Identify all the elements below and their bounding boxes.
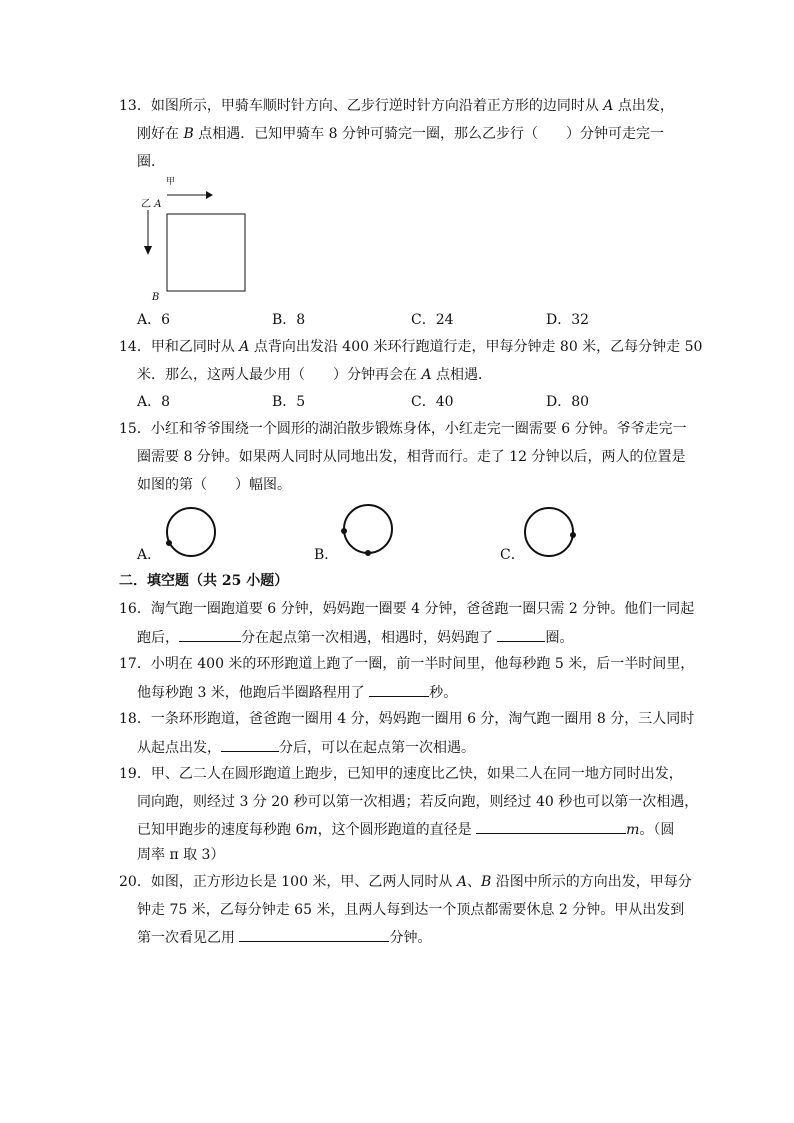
q15-circle-c <box>522 505 582 565</box>
section-title-fill-in: 二．填空题（共 25 小题） <box>119 573 289 589</box>
q20-point-a: A <box>456 874 468 890</box>
q13-text-1a: 13．如图所示，甲骑车顺时针方向、乙步行逆时针方向沿着正方形的边同时从 <box>119 98 604 114</box>
q14-point-a2: A <box>421 367 432 383</box>
q16-line1: 16．淘气跑一圈跑道要 6 分钟，妈妈跑一圈要 4 分钟，爸爸跑一圈只需 2 分钟。他们一同起 <box>119 601 695 617</box>
jia-arrow-head <box>206 191 213 199</box>
q15-option-a[interactable]: A． <box>137 547 162 563</box>
q19-line1: 19．甲、乙二人在圆形跑道上跑步，已知甲的速度比乙快，如果二人在同一地方同时出发， <box>119 766 683 782</box>
q20-point-b: B <box>481 874 492 890</box>
q13-option-b[interactable]: B．8 <box>272 312 306 328</box>
q20-text-1a: 20．如图，正方形边长是 100 米，甲、乙两人同时从 <box>119 874 457 890</box>
q16-line2 <box>137 627 573 648</box>
q20-text-1b: 沿图中所示的方向出发，甲每分 <box>491 874 692 890</box>
q13-option-c[interactable]: C．24 <box>411 312 454 328</box>
q19-line2: 同向跑，则经过 3 分 20 秒可以第一次相遇；若反向跑，则经过 40 秒也可以第一次相遇， <box>137 794 699 810</box>
label-yi: 乙 <box>141 199 151 210</box>
q13-point-a: A <box>603 98 614 114</box>
q18-text-2a: 从起点出发， <box>137 740 221 756</box>
q13-option-a[interactable]: A．6 <box>137 312 171 328</box>
q20-separator: 、 <box>467 874 482 890</box>
q14-option-c[interactable]: C．40 <box>411 394 454 410</box>
q13-line2 <box>137 124 664 144</box>
circle-c-dot <box>570 532 576 538</box>
q18-line1: 18．一条环形跑道，爸爸跑一圈用 4 分，妈妈跑一圈用 6 分，淘气跑一圈用 8 分，三人同时 <box>119 711 695 727</box>
q14-option-d[interactable]: D．80 <box>546 394 590 410</box>
q18-line2 <box>137 737 475 758</box>
q20-line1 <box>119 872 692 892</box>
q14-option-a[interactable]: A．8 <box>137 394 171 410</box>
q18-answer-blank[interactable] <box>221 737 279 752</box>
q15-circle-a <box>162 505 222 565</box>
circle-b-dot-left <box>341 528 347 534</box>
q15-line1: 15．小红和爷爷围绕一个圆形的湖泊散步锻炼身体，小红走完一圈需要 6 分钟。爷爷走完一 <box>119 421 687 437</box>
q17-text-2b: 秒。 <box>429 685 458 701</box>
q15-line3: 如图的第（ ）幅图。 <box>137 477 291 493</box>
circle-a-track <box>167 508 215 556</box>
q16-text-2c: 圈。 <box>545 630 574 646</box>
circle-a-dot <box>166 540 172 546</box>
q15-line2: 圈需要 8 分钟。如果两人同时从同地出发，相背而行。走了 12 分钟以后，两人的位置是 <box>137 449 686 465</box>
q19-text-3c: 。（圆 <box>639 822 675 838</box>
q19-answer-blank[interactable] <box>476 819 626 834</box>
q19-text-3a: 已知甲跑步的速度每秒跑 6 <box>137 822 305 838</box>
label-yi-a <box>141 199 161 211</box>
q15-option-b[interactable]: B． <box>314 547 339 563</box>
q17-answer-blank[interactable] <box>369 682 429 697</box>
q16-text-2a: 跑后， <box>137 630 179 646</box>
q13-text-1b: 点出发， <box>613 98 674 114</box>
q17-line1: 17．小明在 400 米的环形跑道上跑了一圈，前一半时间里，他每秒跑 5 米，后一半时间里， <box>119 656 695 672</box>
circle-b-track <box>344 505 392 553</box>
q15-option-c[interactable]: C． <box>500 547 525 563</box>
q20-line2: 钟走 75 米，乙每分钟走 65 米，且两人每到达一个顶点都需要休息 2 分钟。甲从出发到 <box>137 902 685 918</box>
q13-line3: 圈． <box>137 154 165 170</box>
q14-text-2a: 米．那么，这两人最少用（ ）分钟再会在 <box>137 367 422 383</box>
q13-option-d[interactable]: D．32 <box>546 312 590 328</box>
square <box>167 214 245 291</box>
q16-answer-blank-2[interactable] <box>497 627 545 642</box>
q13-text-2a: 刚好在 <box>137 126 184 142</box>
q14-text-1a: 14．甲和乙同时从 <box>119 339 240 355</box>
label-b: B <box>152 292 160 303</box>
q14-line1 <box>119 337 702 357</box>
q14-point-a: A <box>239 339 250 355</box>
q13-line1 <box>119 96 674 116</box>
q19-line3 <box>137 819 674 840</box>
q17-line2 <box>137 682 457 703</box>
circle-b-dot-bottom <box>365 550 371 556</box>
q20-line3 <box>137 927 431 948</box>
q14-text-2b: 点相遇． <box>431 367 493 383</box>
q16-answer-blank-1[interactable] <box>179 627 241 642</box>
q20-text-3a: 第一次看见乙用 <box>137 930 240 946</box>
q15-circle-b <box>338 502 398 562</box>
q19-text-3b: ，这个圆形跑道的直径是 <box>317 822 477 838</box>
q20-text-3b: 分钟。 <box>389 930 432 946</box>
q20-answer-blank[interactable] <box>239 927 389 942</box>
q13-point-b: B <box>183 126 194 142</box>
q14-option-b[interactable]: B．5 <box>272 394 306 410</box>
circle-c-track <box>525 508 573 556</box>
q16-text-2b: 分在起点第一次相遇，相遇时，妈妈跑了 <box>241 630 498 646</box>
yi-arrow-head <box>144 246 152 255</box>
square-diagram <box>138 176 268 306</box>
q13-text-2b: 点相遇．已知甲骑车 8 分钟可骑完一圈，那么乙步行（ ）分钟可走完一 <box>193 126 665 142</box>
q19-unit-m: m <box>304 822 318 838</box>
q17-text-2a: 他每秒跑 3 米，他跑后半圈路程用了 <box>137 685 370 701</box>
q14-text-1b: 点背向出发沿 400 米环行跑道行走，甲每分钟走 80 米，乙每分钟走 50 <box>249 339 703 355</box>
q18-text-2b: 分后，可以在起点第一次相遇。 <box>279 740 475 756</box>
q19-line4: 周率 π 取 3） <box>137 847 225 863</box>
q14-line2 <box>137 365 492 385</box>
q19-unit-m2: m <box>626 822 640 838</box>
label-a: A <box>154 199 162 210</box>
label-jia: 甲 <box>166 177 176 187</box>
